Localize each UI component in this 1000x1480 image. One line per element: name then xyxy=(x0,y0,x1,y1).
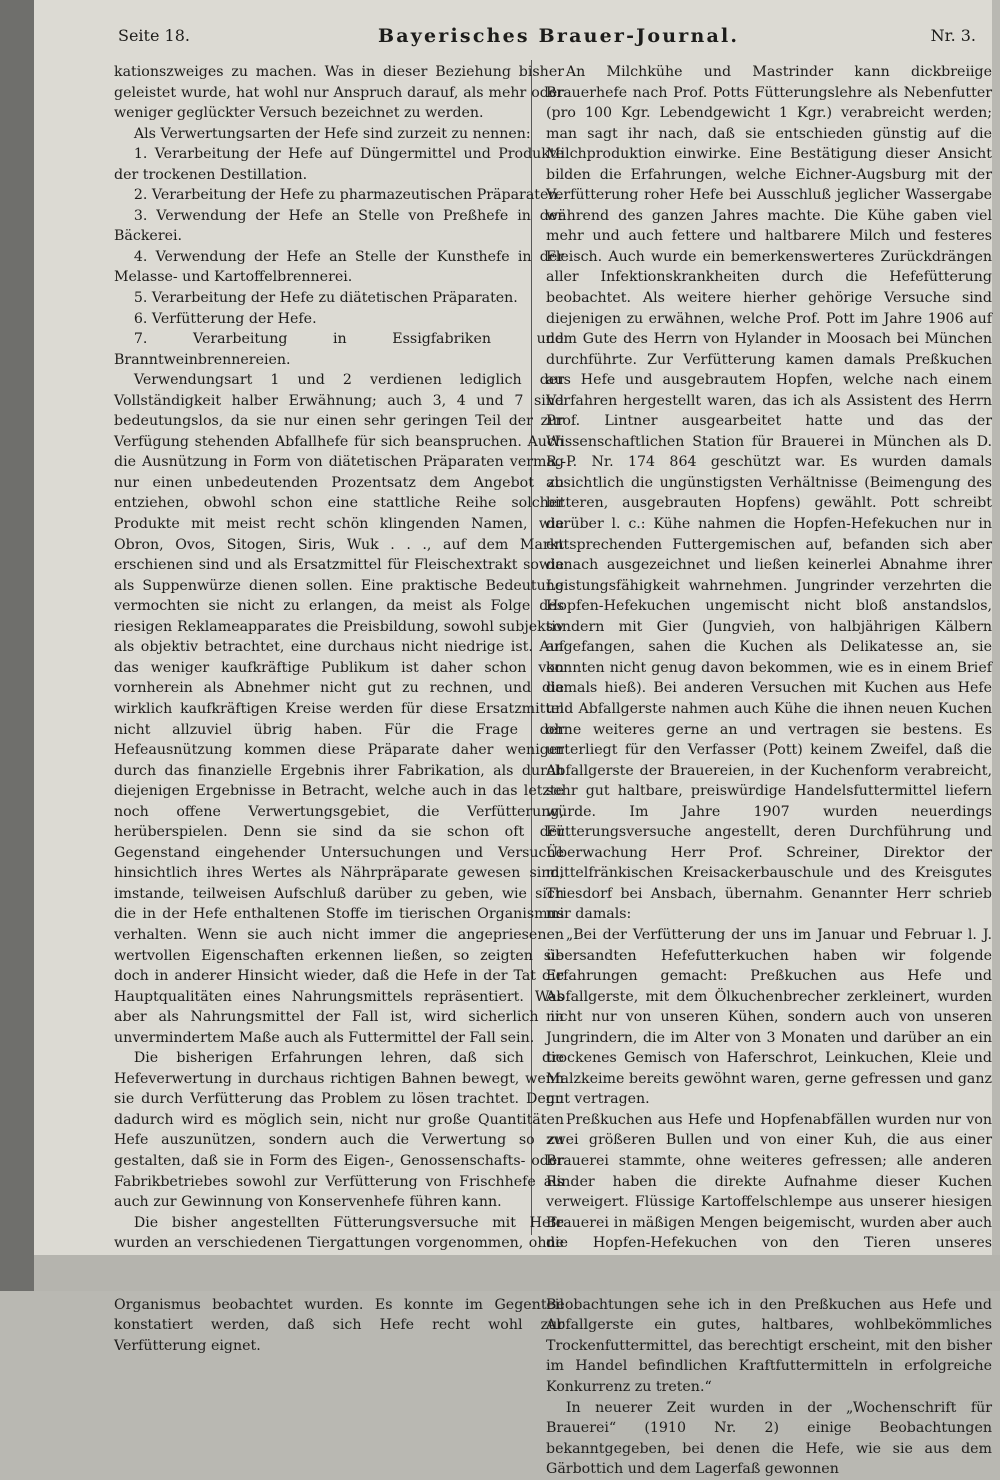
list-item: 1. Verarbeitung der Hefe auf Düngermittel und Produkte der trockenen Destillation. xyxy=(114,144,564,185)
quote-paragraph: Preßkuchen aus Hefe und Hopfenabfällen wurden nur von zwei größeren Bullen und von einer Kuh, die aus einer Brauerei stammte, ohne weiteres gefressen; alle anderen Rinder haben die direkte Aufnahme dieser Kuchen verweigert. Flüssige Kartoffelschlempe aus unserer hiesigen Brauerei in mäßigen Mengen beigemischt, wurden aber auch die Hopfen-Hefekuchen von den Tieren unseres Großviehstalles (Kuhstall) aufgenommen und anscheinend gut vertragen. Auf Grund der hier gemachten Beobachtungen sehe ich in den Preßkuchen aus Hefe und Abfallgerste ein gutes, haltbares, wohlbekömmliches Trockenfuttermittel, das berechtigt erscheint, mit den bisher im Handel befindlichen Kraftfuttermitteln in erfolgreiche Konkurrenz zu treten.“ xyxy=(546,1110,992,1398)
paragraph: Verwendungsart 1 und 2 verdienen lediglich der Vollständigkeit halber Erwähnung; auch 3, 4 und 7 sind bedeutungslos, da sie nur einen sehr geringen Teil der zur Verfügung stehenden Abfallhefe für sich beanspruchen. Auch die Ausnützung in Form von diätetischen Präparaten vermag nur einen unbedeutenden Prozentsatz dem Angebot zu entziehen, obwohl schon eine stattliche Reihe solcher Produkte mit meist recht schön klingenden Namen, wie Obron, Ovos, Sitogen, Siris, Wuk . . ., auf dem Markt erschienen sind und als Ersatzmittel für Fleischextrakt sowie als Suppenwürze dienen sollen. Eine praktische Bedeutung vermochten sie nicht zu erlangen, da meist als Folge des riesigen Reklameapparates die Preisbildung, sowohl subjektiv als objektiv betrachtet, eine durchaus nicht niedrige ist. Auf das weniger kaufkräftige Publikum ist daher schon von vornherein als Abnehmer nicht gut zu rechnen, und die wirklich kaufkräftigen Kreise werden für diese Ersatzmittel nicht allzuviel übrig haben. Für die Frage der Hefeausnützung kommen diese Präparate daher weniger durch das finanzielle Ergebnis ihrer Fabrikation, als durch diejenigen Ergebnisse in Betracht, welche auch in das letzte noch offene Verwertungsgebiet, die Verfütterung, herüberspielen. Denn sie sind da sie schon oft der Gegenstand eingehender Untersuchungen und Versuche hinsichtlich ihres Wertes als Nährpräparate gewesen sind, imstande, teilweisen Aufschluß darüber zu geben, wie sich die in der Hefe enthaltenen Stoffe im tierischen Organismus verhalten. Wenn sie auch nicht immer die angepriesenen wertvollen Eigenschaften erkennen ließen, so zeigten sie doch in anderer Hinsicht wieder, daß die Hefe in der Tat die Hauptqualitäten eines Nahrungsmittels repräsentiert. Was aber als Nahrungsmittel der Fall ist, wird sicherlich in unvermindertem Maße auch als Futtermittel der Fall sein. xyxy=(114,370,564,1048)
list-item: 7. Verarbeitung in Essigfabriken und Branntweinbrennereien. xyxy=(114,329,564,370)
quote-paragraph: „Bei der Verfütterung der uns im Januar und Februar l. J. übersandten Hefefutterkuchen haben wir folgende Erfahrungen gemacht: Preßkuchen aus Hefe und Abfallgerste, mit dem Ölkuchenbrecher zerkleinert, wurden nicht nur von unseren Kühen, sondern auch von unseren Jungrindern, die im Alter von 3 Monaten und darüber an ein trockenes Gemisch von Haferschrot, Leinkuchen, Kleie und Malzkeime bereits gewöhnt waren, gerne gefressen und ganz gut vertragen. xyxy=(546,925,992,1110)
paragraph: kationszweiges zu machen. Was in dieser Beziehung bisher geleistet wurde, hat wohl nur Anspruch darauf, als mehr oder weniger geglückter Versuch bezeichnet zu werden. xyxy=(114,62,564,124)
page-header xyxy=(118,26,976,52)
list-item: 4. Verwendung der Hefe an Stelle der Kunsthefe in der Melasse- und Kartoffelbrennerei. xyxy=(114,247,564,288)
paragraph: In neuerer Zeit wurden in der „Wochenschrift für Brauerei“ (1910 Nr. 2) einige Beobachtungen xyxy=(546,1398,992,1480)
issue-number: Nr. 3. xyxy=(931,26,976,45)
left-column xyxy=(114,62,564,1356)
page-number: Seite 18. xyxy=(118,26,190,45)
list-item: 2. Verarbeitung der Hefe zu pharmazeutischen Präparaten. xyxy=(114,185,564,206)
paragraph: Als Verwertungsarten der Hefe sind zurzeit zu nennen: xyxy=(114,124,564,145)
list-item: 3. Verwendung der Hefe an Stelle von Preßhefe in der Bäckerei. xyxy=(114,206,564,247)
binding-gutter xyxy=(0,0,34,1291)
page-bottom-edge xyxy=(34,1255,1000,1291)
paragraph: Die bisher angestellten Fütterungsversuche mit Hefe wurden an verschiedenen Tiergattungen vorgenommen, ohne daß es jemals vorgekommen wäre, daß durch die Bierbereitung unverdorbener, abgetöteter Hefe Störungen im Organismus beobachtet wurden. Es konnte im Gegenteil konstatiert werden, daß sich Hefe recht wohl zur Verfütterung eignet. xyxy=(114,1213,564,1357)
journal-title: Bayerisches Brauer-Journal. xyxy=(378,25,739,47)
paragraph: Die bisherigen Erfahrungen lehren, daß sich die Hefeverwertung in durchaus richtigen Bahnen bewegt, wenn sie durch Verfütterung das Problem zu lösen trachtet. Denn dadurch wird es möglich sein, nicht nur große Quantitäten Hefe auszunützen, sondern auch die Verwertung so zu gestalten, daß sie in Form des Eigen-, Genossenschafts- oder Fabrikbetriebes sowohl zur Verfütterung von Frischhefe als auch zur Gewinnung von Konservenhefe führen kann. xyxy=(114,1048,564,1212)
list-item: 5. Verarbeitung der Hefe zu diätetischen Präparaten. xyxy=(114,288,564,309)
paragraph: An Milchkühe und Mastrinder kann dickbreiige Brauerhefe nach Prof. Potts Fütterungslehre als Nebenfutter (pro 100 Kgr. Lebendgewicht 1 Kgr.) verabreicht werden; man sagt ihr nach, daß sie entschieden günstig auf die Milchproduktion einwirke. Eine Bestätigung dieser Ansicht bilden die Erfahrungen, welche Eichner-Augsburg mit der Verfütterung roher Hefe bei Ausschluß jeglicher Wassergabe während des ganzen Jahres machte. Die Kühe gaben viel mehr und auch fettere und haltbarere Milch und festeres Fleisch. Auch wurde ein bemerkenswerteres Zurückdrängen aller Infektionskrankheiten durch die Hefefütterung beobachtet. Als weitere hierher gehörige Versuche sind diejenigen zu erwähnen, welche Prof. Pott im Jahre 1906 auf dem Gute des Herrn von Hylander in Moosach bei München durchführte. Zur Verfütterung kamen damals Preßkuchen aus Hefe und ausgebrautem Hopfen, welche nach einem Verfahren hergestellt waren, das ich als Assistent des Herrn Prof. Lintner ausgearbeitet hatte und das der Wissenschaftlichen Station für Brauerei in München als D. R.-P. Nr. 174 864 geschützt war. Es wurden damals absichtlich die ungünstigsten Verhältnisse (Beimengung des bitteren, ausgebrauten Hopfens) gewählt. Pott schreibt darüber l. c.: Kühe nahmen die Hopfen-Hefekuchen nur in entsprechenden Futtergemischen auf, befanden sich aber danach ausgezeichnet und ließen keinerlei Abnahme ihrer Leistungsfähigkeit wahrnehmen. Jungrinder verzehrten die Hopfen-Hefekuchen ungemischt nicht bloß anstandslos, sondern mit Gier (Jungvieh, von halbjährigen Kälbern angefangen, sahen die Kuchen als Delikatesse an, sie konnten nicht genug davon bekommen, wie es in einem Brief damals hieß). Bei anderen Versuchen mit Kuchen aus Hefe und Abfallgerste nahmen auch Kühe die ihnen neuen Kuchen ohne weiteres gerne an und vertragen sie bestens. Es unterliegt für den Verfasser (Pott) keinem Zweifel, daß die Abfallgerste der Brauereien, in der Kuchenform verabreicht, sehr gut haltbare, preiswürdige Handelsfuttermittel liefern würde. Im Jahre 1907 wurden neuerdings Fütterungsversuche angestellt, deren Durchführung und Überwachung Herr Prof. Schreiner, Direktor der mittelfränkischen Kreisackerbauschule und des Kreisgutes Triesdorf bei Ansbach, übernahm. Genannter Herr schrieb mir damals: xyxy=(546,62,992,925)
list-item: 6. Verfütterung der Hefe. xyxy=(114,309,564,330)
